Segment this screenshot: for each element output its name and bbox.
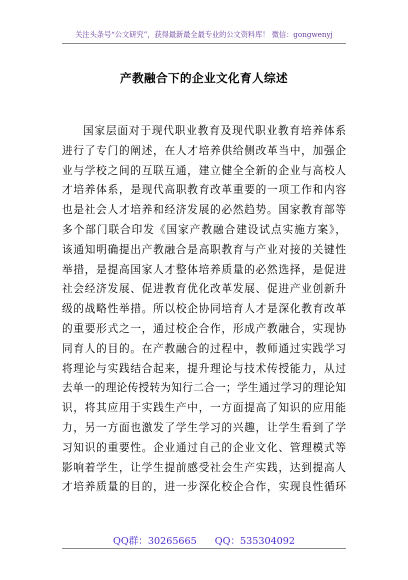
body-line: 也是社会人才培养和经济发展的必然趋势。国家教育部等 xyxy=(62,204,346,217)
header-divider xyxy=(62,43,346,44)
body-line: 将理论与实践结合起来，提升理论与技术传授能力，从过 xyxy=(62,362,346,375)
body-line: 多个部门联合印发《国家产教融合建设试点实施方案》， xyxy=(62,223,346,236)
body-line: 去单一的理论传授转为知行二合一；学生通过学习的理论知 xyxy=(62,382,346,395)
footer-qq-group: QQ群：30265665 xyxy=(112,536,197,547)
body-line: 举措，是提高国家人才整体培养质量的必然选择，是促进 xyxy=(62,263,346,276)
document-title: 产教融合下的企业文化育人综述 xyxy=(120,71,288,85)
body-line: 力，另一方面也激发了学生学习的兴趣，让学生看到了学 xyxy=(62,421,346,434)
body-line: 识，将其应用于实践生产中，一方面提高了知识的应用能 xyxy=(62,402,346,415)
body-line: 业与学校之间的互联互通，建立健全全新的企业与高校人 xyxy=(62,164,346,177)
body-line: 同育人的目的。在产教融合的过程中，教师通过实践学习 xyxy=(62,342,346,355)
body-line: 的重要形式之一，通过校企合作，形成产教融合，实现协 xyxy=(62,322,346,335)
body-line: 影响着学生，让学生提前感受社会生产实践，达到提高人 xyxy=(62,461,346,474)
body-line: 进行了专门的阐述，在人才培养供给侧改革当中，加强企 xyxy=(62,144,346,157)
body-line: 社会经济发展、促进教育优化改革发展、促进产业创新升 xyxy=(62,283,346,296)
body-line: 才培养质量的目的，进一步深化校企合作，实现良性循环 xyxy=(62,481,346,494)
body-line: 才培养体系，是现代高职教育改革重要的一项工作和内容 xyxy=(62,184,346,197)
body-line: 习知识的重要性。企业通过自己的企业文化、管理模式等 xyxy=(62,441,346,454)
footer-qq: QQ：535304092 xyxy=(214,536,295,547)
footer-divider xyxy=(62,548,346,549)
body-line: 该通知明确提出产教融合是高职教育与产业对接的关键性 xyxy=(62,243,346,256)
body-line: 级的战略性举措。所以校企协同培育人才是深化教育改革 xyxy=(62,303,346,316)
document-body xyxy=(62,122,346,498)
header-banner: 关注头条号“公文研究”，获得最新最全最专业的公文资料库！ 微信：gongwenyj xyxy=(75,30,333,39)
footer-contacts xyxy=(0,533,408,547)
body-line: 国家层面对于现代职业教育及现代职业教育培养体系 xyxy=(83,125,346,137)
